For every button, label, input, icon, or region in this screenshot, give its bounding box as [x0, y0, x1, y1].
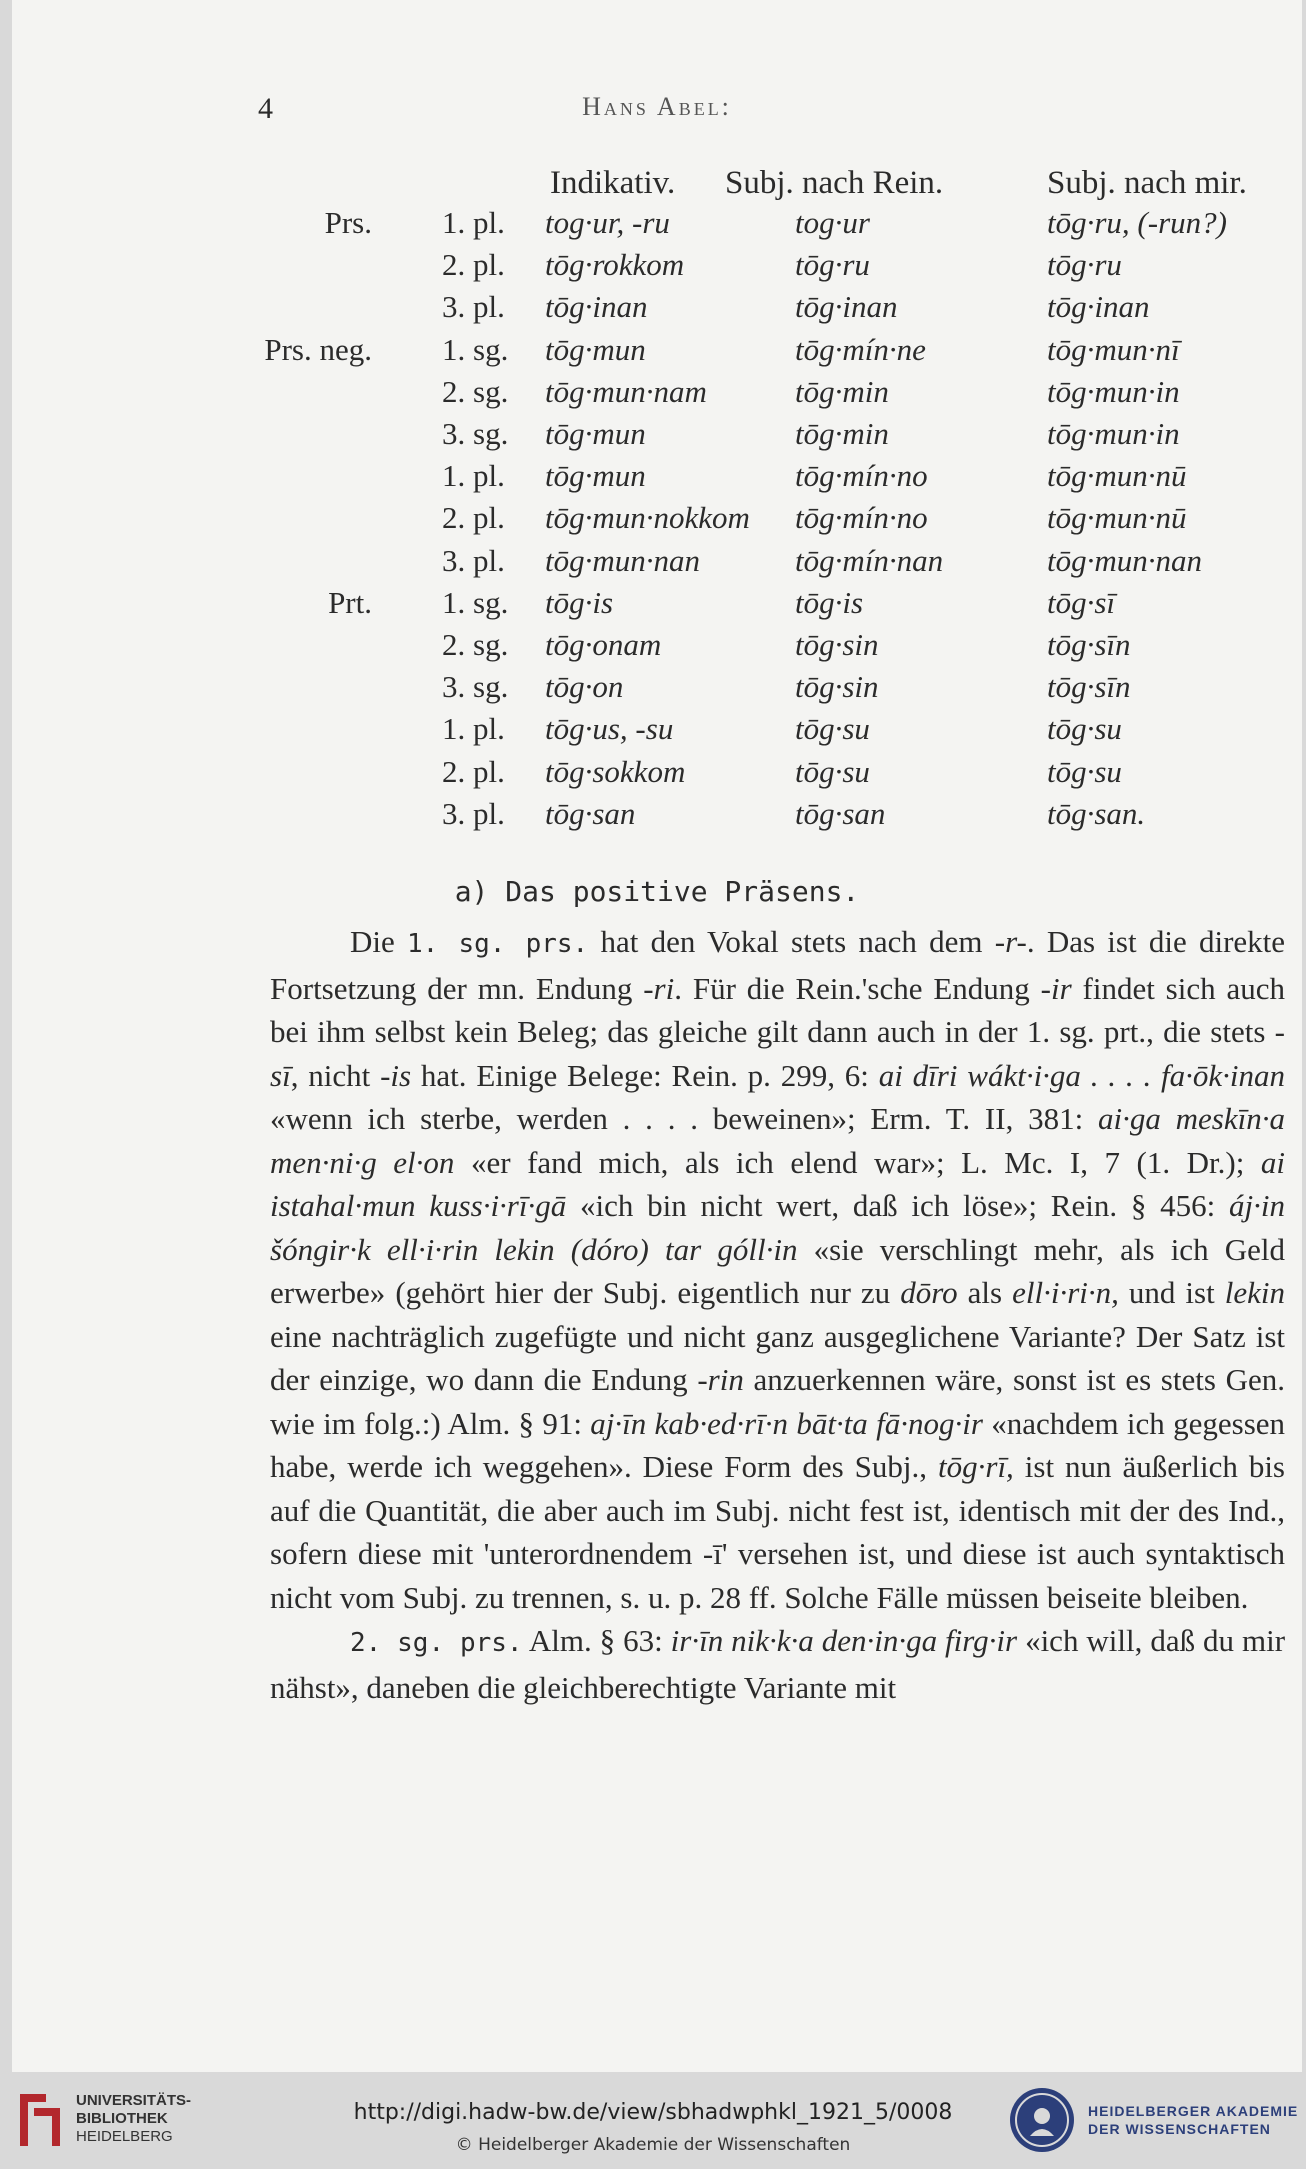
- subj-mir-form: tōg·inan: [1047, 289, 1150, 325]
- person-label: 2. pl.: [442, 753, 505, 789]
- person-label: 2. sg.: [442, 373, 509, 409]
- person-label: 1. pl.: [442, 711, 505, 747]
- conjugation-row: [12, 669, 1302, 711]
- conjugation-row: [12, 332, 1302, 374]
- subj-rein-form: tōg·is: [795, 584, 864, 620]
- subj-mir-form: tōg·mun·in: [1047, 416, 1180, 451]
- tense-label: Prs. neg.: [264, 331, 372, 367]
- subj-rein-form: tōg·san: [795, 795, 886, 831]
- subj-rein-form: tog·ur: [795, 205, 870, 240]
- source-url-link[interactable]: http://digi.hadw-bw.de/view/sbhadwphkl_1921_5/0008: [353, 2100, 953, 2125]
- subj-mir-form: tōg·sīn: [1047, 627, 1131, 662]
- conjugation-row: [12, 500, 1302, 542]
- column-header-subj-rein: Subj. nach Rein.: [725, 165, 944, 201]
- subj-rein-form: tōg·inan: [795, 289, 898, 325]
- page-number: 4: [258, 92, 273, 125]
- subj-mir-form: tōg·san.: [1047, 795, 1146, 831]
- section-title: a) Das positive Präsens.: [454, 875, 860, 908]
- conjugation-row: [12, 205, 1302, 247]
- subj-rein-form: tōg·min: [795, 373, 889, 409]
- indicative-form: tōg·mun·nan: [545, 542, 700, 578]
- subj-mir-form: tōg·su: [1047, 711, 1122, 747]
- university-library-name: UNIVERSITÄTS- BIBLIOTHEK HEIDELBERG: [76, 2092, 192, 2145]
- subj-mir-form: tōg·sī: [1047, 584, 1116, 620]
- person-label: 1. pl.: [442, 205, 505, 240]
- person-label: 2. pl.: [442, 247, 505, 283]
- person-label: 2. sg.: [442, 627, 509, 662]
- subj-rein-form: tōg·ru: [795, 247, 870, 283]
- indicative-form: tōg·rokkom: [545, 247, 685, 283]
- subj-rein-form: tōg·mín·no: [795, 500, 928, 536]
- conjugation-row: [12, 627, 1302, 669]
- conjugation-row: [12, 754, 1302, 796]
- person-label: 3. sg.: [442, 669, 509, 705]
- subj-mir-form: tōg·sīn: [1047, 669, 1131, 705]
- conjugation-row: [12, 711, 1302, 753]
- indicative-form: tōg·san: [545, 795, 636, 831]
- subj-rein-form: tōg·sin: [795, 669, 879, 705]
- indicative-form: tōg·sokkom: [545, 753, 686, 789]
- subj-mir-form: tōg·mun·nū: [1047, 500, 1187, 536]
- indicative-form: tōg·mun: [545, 331, 646, 367]
- indicative-form: tōg·us, -su: [545, 711, 674, 747]
- subj-mir-form: tōg·mun·in: [1047, 373, 1180, 409]
- person-label: 2. pl.: [442, 500, 505, 536]
- indicative-form: tōg·inan: [545, 289, 648, 325]
- footer-bar: [0, 2072, 1306, 2169]
- column-header-subj-mir: Subj. nach mir.: [1047, 165, 1247, 201]
- column-header-indikativ: Indikativ.: [550, 165, 676, 201]
- paragraph-1: Die 1. sg. prs. hat den Vokal stets nach dem -r-. Das ist die direkte Fortsetzung der mn. Endung -ri. Für die Rein.'sche Endung -ir findet sich auch bei ihm selbst kein Beleg; das gleiche gilt dann auch in der 1. sg. prt., die stets -sī, nicht -is hat. Einige Belege: Rein. p. 299, 6: ai dīri wákt·i·ga . . . . fa·ōk·inan «wenn ich sterbe, werden . . . . beweinen»; Erm. T. II, 381: ai·ga meskīn·a men·ni·g el·on «er fand mich, als ich elend war»; L. Mc. I, 7 (1. Dr.); ai istahal·mun kuss·i·rī·gā «ich bin nicht wert, daß ich löse»; Rein. § 456: áj·in šóngir·k ell·i·rin lekin (dóro) tar góll·in «sie verschlingt mehr, als ich Geld erwerbe» (gehört hier der Subj. eigentlich nur zu dōro als ell·i·ri·n, und ist lekin eine nachträglich zugefügte und nicht ganz ausgeglichene Variante? Der Satz ist der einzige, wo dann die Endung -rin anzuerkennen wäre, sonst ist es stets Gen. wie im folg.:) Alm. § 91: aj·īn kab·ed·rī·n bāt·ta fā·nog·ir «nachdem ich gegessen habe, werde ich weggehen». Diese Form des Subj., tōg·rī, ist nun äußerlich bis auf die Quantität, die aber auch im Subj. nicht fest ist, identisch mit der des Ind., sofern diese mit 'unterordnendem -ī' versehen ist, und diese ist auch syntaktisch nicht vom Subj. zu trennen, s. u. p. 28 ff. Solche Fälle müssen beiseite bleiben.: [270, 924, 1286, 1615]
- indicative-form: tōg·mun·nokkom: [545, 500, 750, 536]
- indicative-form: tōg·mun: [545, 416, 646, 451]
- indicative-form: tōg·mun: [545, 458, 646, 494]
- subj-rein-form: tōg·su: [795, 711, 870, 747]
- subj-rein-form: tōg·min: [795, 416, 889, 451]
- subj-mir-form: tōg·mun·nan: [1047, 542, 1202, 578]
- tense-label: Prt.: [328, 584, 372, 620]
- conjugation-row: [12, 289, 1302, 331]
- conjugation-row: [12, 247, 1302, 289]
- conjugation-row: [12, 458, 1302, 500]
- subj-mir-form: tōg·ru: [1047, 247, 1122, 283]
- person-label: 3. sg.: [442, 416, 509, 451]
- running-head: Hans Abel:: [582, 92, 732, 121]
- conjugation-row: [12, 543, 1302, 585]
- paragraph-2: 2. sg. prs. Alm. § 63: ir·īn nik·k·a den·in·ga firg·ir «ich will, daß du mir nähst», daneben die gleichberechtigte Variante mit: [270, 1623, 1286, 1705]
- document-page: [12, 0, 1302, 2072]
- indicative-form: tog·ur, -ru: [545, 205, 670, 240]
- conjugation-row: [12, 796, 1302, 838]
- academy-seal-icon: [1008, 2086, 1076, 2154]
- indicative-form: tōg·on: [545, 669, 624, 705]
- subj-rein-form: tōg·mín·ne: [795, 331, 926, 367]
- academy-name: HEIDELBERGER AKADEMIE DER WISSENSCHAFTEN: [1088, 2103, 1299, 2137]
- paragraph-label: 1. sg. prs.: [407, 929, 589, 959]
- subj-rein-form: tōg·sin: [795, 627, 879, 662]
- copyright-notice: © Heidelberger Akademie der Wissenschaften: [455, 2135, 851, 2155]
- conjugation-row: [12, 374, 1302, 416]
- page-header: [12, 92, 1302, 132]
- body-text: [270, 920, 1285, 1709]
- person-label: 3. pl.: [442, 542, 505, 578]
- tense-label: Prs.: [324, 205, 372, 240]
- subj-rein-form: tōg·su: [795, 753, 870, 789]
- paragraph-label: 2. sg. prs.: [350, 1628, 523, 1658]
- indicative-form: tōg·onam: [545, 627, 662, 662]
- subj-mir-form: tōg·mun·nī: [1047, 331, 1180, 367]
- person-label: 3. pl.: [442, 289, 505, 325]
- subj-rein-form: tōg·mín·no: [795, 458, 928, 494]
- indicative-form: tōg·is: [545, 584, 614, 620]
- person-label: 3. pl.: [442, 795, 505, 831]
- indicative-form: tōg·mun·nam: [545, 373, 707, 409]
- person-label: 1. sg.: [442, 584, 509, 620]
- subj-mir-form: tōg·ru, (-run?): [1047, 205, 1227, 240]
- person-label: 1. sg.: [442, 331, 509, 367]
- subj-mir-form: tōg·su: [1047, 753, 1122, 789]
- person-label: 1. pl.: [442, 458, 505, 494]
- conjugation-row: [12, 416, 1302, 458]
- subj-rein-form: tōg·mín·nan: [795, 542, 944, 578]
- subj-mir-form: tōg·mun·nū: [1047, 458, 1187, 494]
- conjugation-row: [12, 585, 1302, 627]
